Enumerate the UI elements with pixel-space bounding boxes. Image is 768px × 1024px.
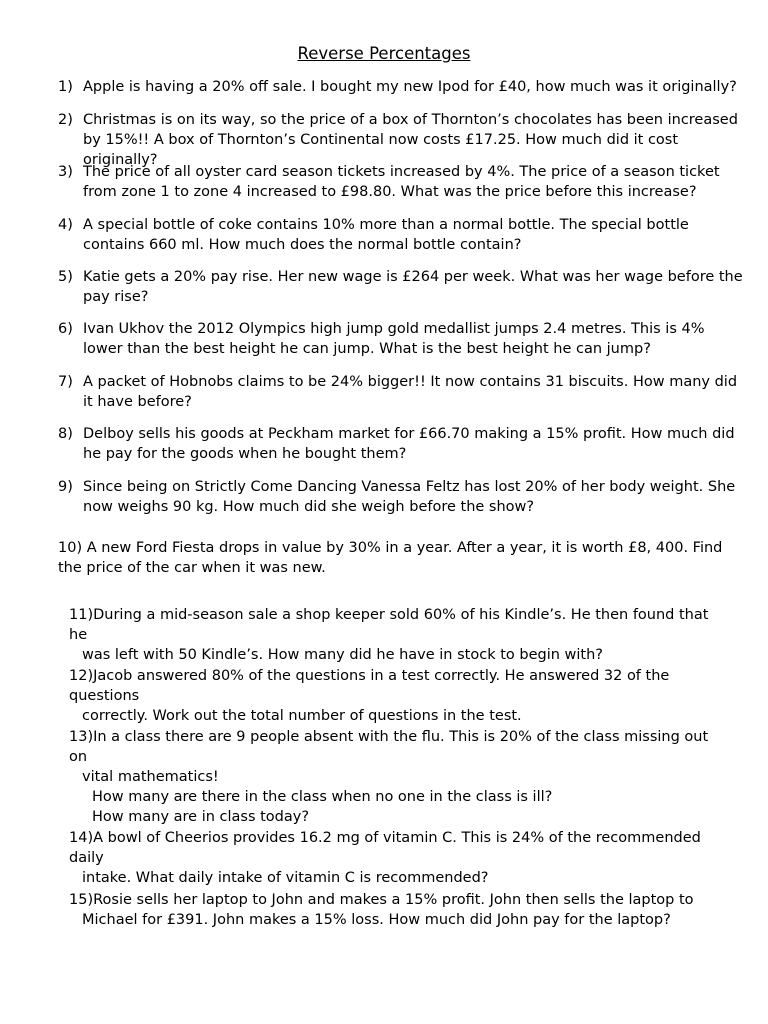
question-number: 12) (69, 668, 94, 684)
question-text-continued: intake. What daily intake of vitamin C is recommended? (82, 870, 489, 886)
question-text: Jacob answered 80% of the questions in a test correctly. He answered 32 of the questions (69, 668, 670, 704)
question-8 (58, 424, 748, 464)
question-text: A new Ford Fiesta drops in value by 30% in a year. After a year, it is worth £8, 400. Find the price of the car when it was new. (58, 540, 723, 576)
question-text: Ivan Ukhov the 2012 Olympics high jump gold medallist jumps 2.4 metres. This is 4% lower than the best height he can jump. What is the best height he can jump? (83, 321, 705, 357)
question-number: 8) (58, 426, 73, 442)
question-number: 3) (58, 164, 73, 180)
question-10 (58, 538, 738, 578)
question-text: A bowl of Cheerios provides 16.2 mg of vitamin C. This is 24% of the recommended daily (69, 830, 701, 866)
question-1 (58, 77, 748, 97)
question-number: 14) (69, 830, 94, 846)
question-text-continued: correctly. Work out the total number of questions in the test. (82, 708, 522, 724)
question-text: Rosie sells her laptop to John and makes a 15% profit. John then sells the laptop to (93, 892, 694, 908)
question-3 (58, 162, 748, 202)
question-number: 2) (58, 112, 73, 128)
question-6 (58, 319, 748, 359)
question-text: The price of all oyster card season tickets increased by 4%. The price of a season ticket from zone 1 to zone 4 increased to £98.80. What was the price before this increase? (83, 164, 720, 200)
question-text: During a mid-season sale a shop keeper sold 60% of his Kindle’s. He then found that he (69, 607, 709, 643)
question-number: 10) (58, 540, 83, 556)
question-7 (58, 372, 748, 412)
question-text: Christmas is on its way, so the price of a box of Thornton’s chocolates has been increased by 15%!! A box of Thornton’s Continental now costs £17.25. How much did it cost originally? (83, 112, 738, 168)
question-text: A packet of Hobnobs claims to be 24% bigger!! It now contains 31 biscuits. How many did it have before? (83, 374, 738, 410)
question-number: 11) (69, 607, 94, 623)
question-text-continued: Michael for £391. John makes a 15% loss. How much did John pay for the laptop? (82, 912, 671, 928)
question-number: 9) (58, 479, 73, 495)
question-2 (58, 110, 748, 170)
question-text: A special bottle of coke contains 10% more than a normal bottle. The special bottle contains 660 ml. How much does the normal bottle contain? (83, 217, 689, 253)
question-14 (69, 828, 729, 888)
question-number: 4) (58, 217, 73, 233)
page-title: Reverse Percentages (297, 44, 471, 63)
question-text: In a class there are 9 people absent with the flu. This is 20% of the class missing out on (69, 729, 709, 765)
question-text: Delboy sells his goods at Peckham market for £66.70 making a 15% profit. How much did he pay for the goods when he bought them? (83, 426, 735, 462)
question-11 (69, 605, 729, 665)
question-number: 13) (69, 729, 94, 745)
sub-question-1: How many are there in the class when no one in the class is ill? (92, 789, 553, 805)
question-9 (58, 477, 748, 517)
question-text: Apple is having a 20% off sale. I bought my new Ipod for £40, how much was it originally? (83, 79, 737, 95)
question-4 (58, 215, 748, 255)
question-text: Katie gets a 20% pay rise. Her new wage is £264 per week. What was her wage before the pay rise? (83, 269, 743, 305)
question-number: 5) (58, 269, 73, 285)
sub-question-2: How many are in class today? (92, 809, 310, 825)
question-15 (69, 890, 729, 930)
question-number: 7) (58, 374, 73, 390)
question-text-continued: was left with 50 Kindle’s. How many did he have in stock to begin with? (82, 647, 603, 663)
question-number: 1) (58, 79, 73, 95)
question-number: 15) (69, 892, 94, 908)
question-13 (69, 727, 729, 827)
question-12 (69, 666, 729, 726)
question-5 (58, 267, 748, 307)
question-number: 6) (58, 321, 73, 337)
question-text-continued: vital mathematics! (82, 769, 219, 785)
question-text: Since being on Strictly Come Dancing Vanessa Feltz has lost 20% of her body weight. She now weighs 90 kg. How much did she weigh before the show? (83, 479, 736, 515)
